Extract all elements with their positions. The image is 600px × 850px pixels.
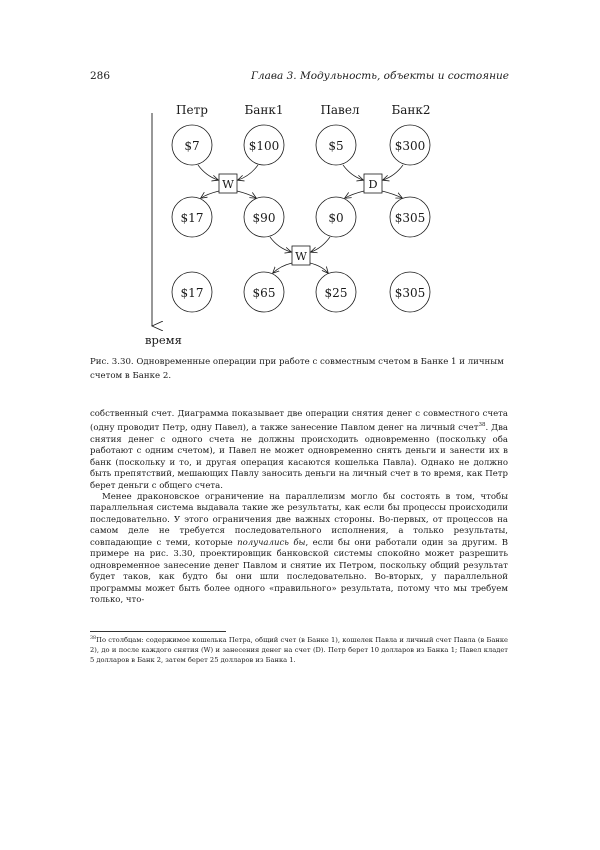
- svg-text:$5: $5: [328, 139, 344, 153]
- footnote-number: 38: [90, 636, 97, 641]
- svg-text:$65: $65: [252, 286, 276, 300]
- paragraph-1: собственный счет. Диаграмма показывает две операции снятия денег с совместного счета (одну проводит Петр, одну Павел), а также занесение Павлом денег на личный счет$^{38}$. Два снятия денег с одного счета не должны происходить одновременно (поскольку оба работают с одним счетом), и Павел не может одновременно снять деньги и занести их в банк (поскольку и то, и другая операция касаются кошелька Павла). Однако не должно быть препятствий, мешающих Павлу заносить деньги на личный счет в то время, как Петр берет деньги с общего счета.: [90, 409, 508, 491]
- footnote-ref: 38: [478, 422, 486, 429]
- operation-withdraw-petr: [219, 174, 237, 193]
- operation-withdraw-pavel: [292, 246, 310, 265]
- figure-caption: Рис. 3.30. Одновременные операции при работе с совместным счетом в Банке 1 и личным счетом в Банке 2.: [90, 357, 504, 381]
- svg-text:$7: $7: [184, 139, 200, 153]
- column-header-pavel: Павел: [320, 103, 360, 117]
- footnote-divider: [90, 631, 226, 632]
- svg-text:$305: $305: [394, 211, 426, 225]
- svg-text:$90: $90: [252, 211, 276, 225]
- page-number: 286: [90, 70, 111, 82]
- node-pavel-1: [316, 125, 356, 165]
- svg-text:$300: $300: [394, 139, 426, 153]
- node-petr-3: [172, 272, 212, 312]
- operation-deposit-pavel: [364, 174, 382, 193]
- column-header-bank2: Банк2: [391, 103, 431, 117]
- svg-text:$100: $100: [248, 139, 280, 153]
- svg-text:W: W: [295, 249, 307, 263]
- node-bank2-3: [390, 272, 430, 312]
- svg-text:D: D: [368, 177, 378, 191]
- node-bank2-1: [390, 125, 430, 165]
- svg-text:$305: $305: [394, 286, 426, 300]
- node-bank1-3: [244, 272, 284, 312]
- svg-text:$0: $0: [328, 211, 344, 225]
- svg-text:$17: $17: [180, 286, 204, 300]
- node-petr-1: [172, 125, 212, 165]
- footnote: $^{38}$По столбцам: содержимое кошелька Петра, общий счет (в Банке 1), кошелек Павла и личный счет Павла (в Банке 2), до и после каждого снятия (W) и занесения денег на счет (D). Петр берет 10 долларов из Банка 1; Павел кладет 5 долларов в Банк 2, затем берет 25 долларов из Банка 1.: [90, 636, 508, 665]
- body-text: [90, 409, 508, 607]
- time-axis-label: время: [145, 333, 182, 347]
- svg-text:W: W: [222, 177, 234, 191]
- column-header-petr: Петр: [176, 103, 208, 117]
- node-bank1-2: [244, 197, 284, 237]
- svg-text:$25: $25: [324, 286, 348, 300]
- node-petr-2: [172, 197, 212, 237]
- column-header-bank1: Банк1: [244, 103, 284, 117]
- svg-text:$17: $17: [180, 211, 204, 225]
- chapter-title: Глава 3. Модульность, объекты и состояние: [250, 70, 509, 82]
- node-pavel-3: [316, 272, 356, 312]
- node-bank1-1: [244, 125, 284, 165]
- node-pavel-2: [316, 197, 356, 237]
- node-bank2-2: [390, 197, 430, 237]
- paragraph-2: Менее драконовское ограничение на параллелизм могло бы состоять в том, чтобы параллельная система выдавала такие же результаты, как если бы процессы происходили последовательно. У этого ограничения две важных стороны. Во-первых, от процессов на самом деле не требуется последовательного исполнения, а только результаты, совпадающие с теми, которые получались бы, если бы они работали один за другим. В примере на рис. 3.30, проектировщик банковской системы спокойно может разрешить одновременное занесение денег Павлом и снятие их Петром, поскольку общий результат будет таков, как будто бы они шли последовательно. Во-вторых, у параллельной программы может быть более одного «правильного» результата, потому что мы требуем только, что-: [90, 492, 509, 606]
